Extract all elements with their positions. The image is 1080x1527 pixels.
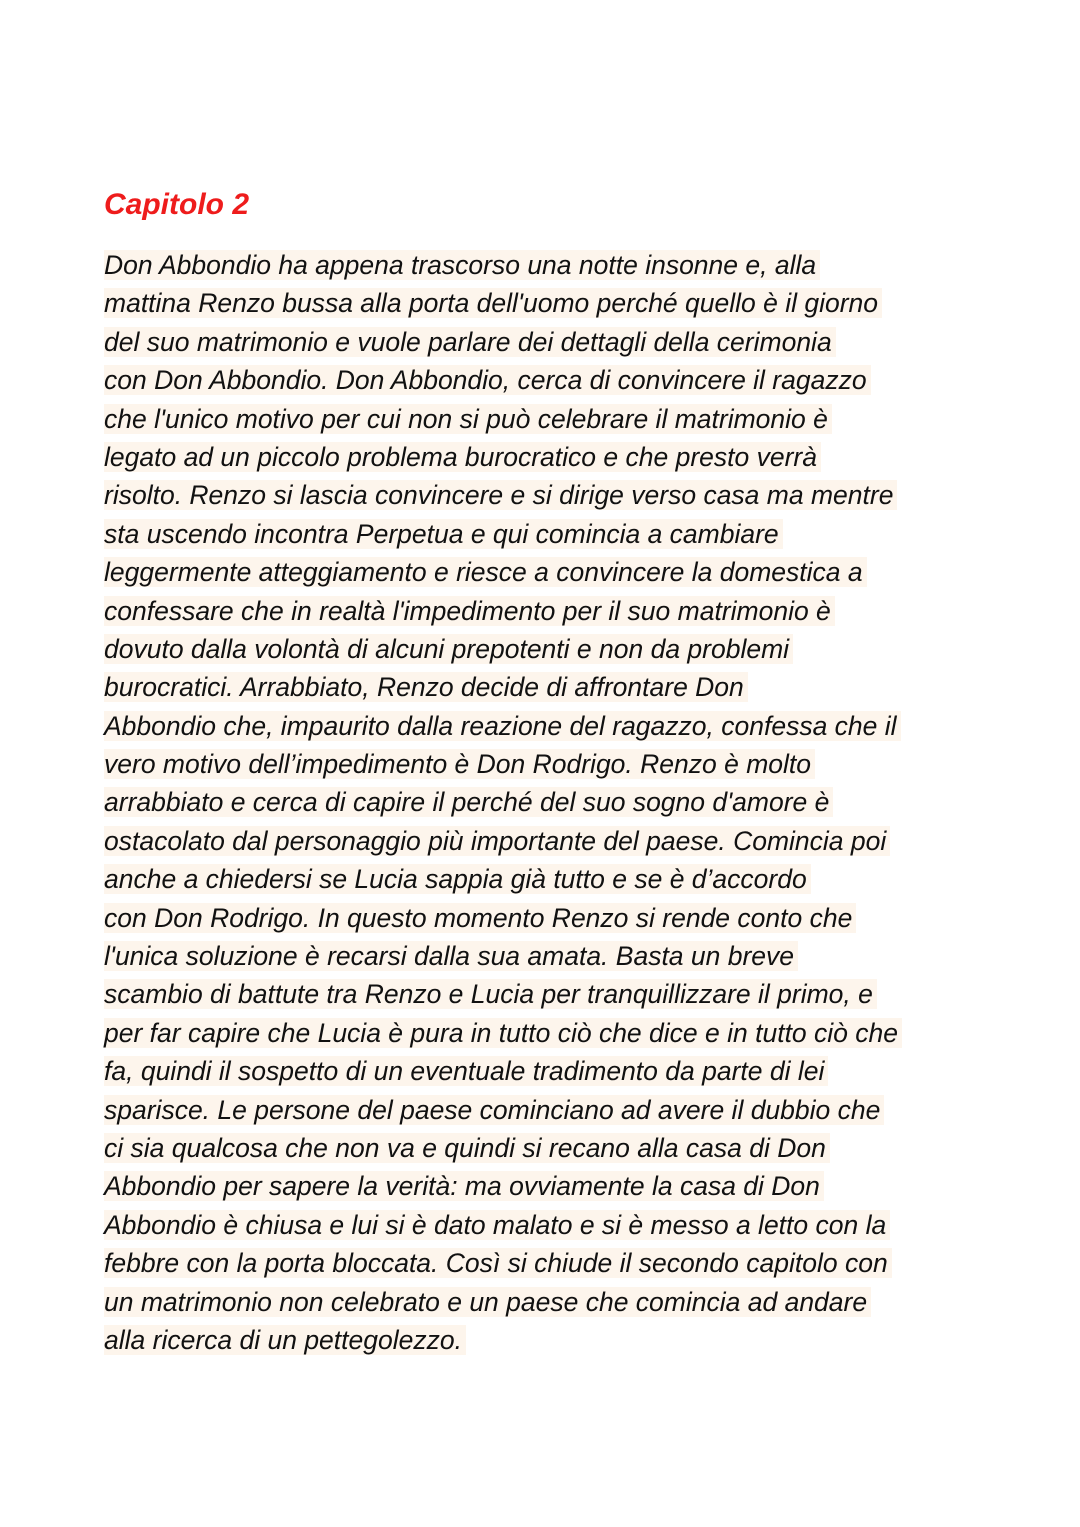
text-line: Abbondio che, impaurito dalla reazione del ragazzo, confessa che il	[104, 707, 1004, 745]
text-line: mattina Renzo bussa alla porta dell'uomo perché quello è il giorno	[104, 284, 1004, 322]
text-line: Abbondio per sapere la verità: ma ovviamente la casa di Don	[104, 1167, 1004, 1205]
text-line: confessare che in realtà l'impedimento per il suo matrimonio è	[104, 592, 1004, 630]
text-line: con Don Abbondio. Don Abbondio, cerca di convincere il ragazzo	[104, 361, 1004, 399]
text-line: del suo matrimonio e vuole parlare dei dettagli della cerimonia	[104, 323, 1004, 361]
text-line: alla ricerca di un pettegolezzo.	[104, 1321, 1004, 1359]
text-line: ci sia qualcosa che non va e quindi si recano alla casa di Don	[104, 1129, 1004, 1167]
text-line: Don Abbondio ha appena trascorso una notte insonne e, alla	[104, 246, 1004, 284]
text-line: Abbondio è chiusa e lui si è dato malato e si è messo a letto con la	[104, 1206, 1004, 1244]
text-line: legato ad un piccolo problema burocratico e che presto verrà	[104, 438, 1004, 476]
text-line: fa, quindi il sospetto di un eventuale tradimento da parte di lei	[104, 1052, 1004, 1090]
text-line: febbre con la porta bloccata. Così si chiude il secondo capitolo con	[104, 1244, 1004, 1282]
text-line: sta uscendo incontra Perpetua e qui comincia a cambiare	[104, 515, 1004, 553]
text-line: per far capire che Lucia è pura in tutto ciò che dice e in tutto ciò che	[104, 1014, 1004, 1052]
chapter-summary	[104, 246, 1004, 1359]
text-line: l'unica soluzione è recarsi dalla sua amata. Basta un breve	[104, 937, 1004, 975]
text-line: risolto. Renzo si lascia convincere e si dirige verso casa ma mentre	[104, 476, 1004, 514]
text-line: burocratici. Arrabbiato, Renzo decide di affrontare Don	[104, 668, 1004, 706]
text-line: scambio di battute tra Renzo e Lucia per tranquillizzare il primo, e	[104, 975, 1004, 1013]
chapter-title: Capitolo 2	[104, 188, 250, 221]
text-line: leggermente atteggiamento e riesce a convincere la domestica a	[104, 553, 1004, 591]
text-line: sparisce. Le persone del paese cominciano ad avere il dubbio che	[104, 1091, 1004, 1129]
text-line: arrabbiato e cerca di capire il perché del suo sogno d'amore è	[104, 783, 1004, 821]
text-line: ostacolato dal personaggio più importante del paese. Comincia poi	[104, 822, 1004, 860]
text-line: un matrimonio non celebrato e un paese che comincia ad andare	[104, 1283, 1004, 1321]
text-line: con Don Rodrigo. In questo momento Renzo si rende conto che	[104, 899, 1004, 937]
text-line: anche a chiedersi se Lucia sappia già tutto e se è d’accordo	[104, 860, 1004, 898]
text-line: vero motivo dell’impedimento è Don Rodrigo. Renzo è molto	[104, 745, 1004, 783]
text-line: dovuto dalla volontà di alcuni prepotenti e non da problemi	[104, 630, 1004, 668]
text-line: che l'unico motivo per cui non si può celebrare il matrimonio è	[104, 400, 1004, 438]
